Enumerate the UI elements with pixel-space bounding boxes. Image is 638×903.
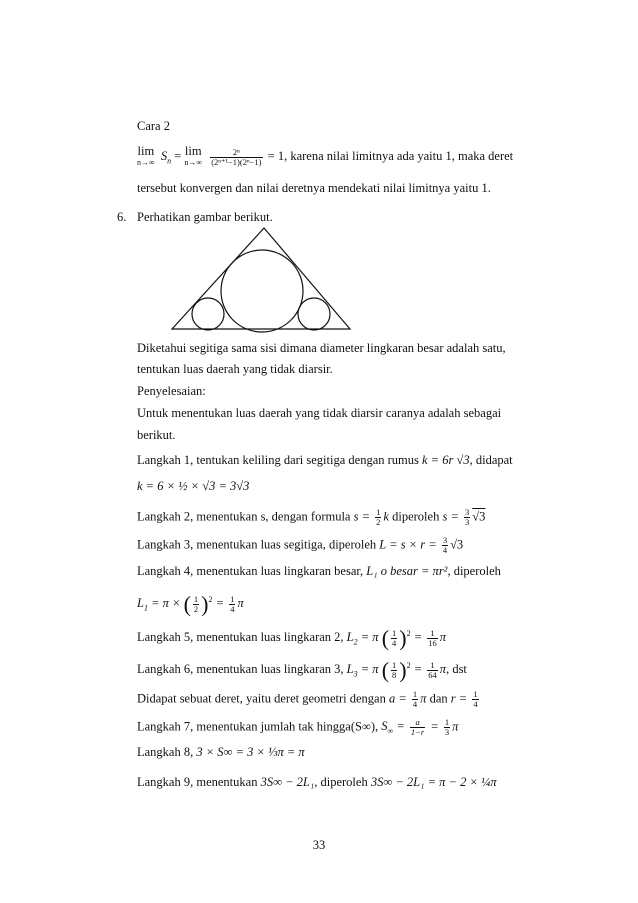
cara-label: Cara 2 [137,119,170,133]
right-small-circle-icon [298,298,330,330]
solution-intro-1: Untuk menentukan luas daerah yang tidak diarsir caranya adalah sebagai [137,406,502,420]
description-line-2: tentukan luas daerah yang tidak diarsir. [137,362,333,376]
series-statement: Didapat sebuat deret, yaitu deret geometri dengan a = $\frac{1}{4}$ π dan r = $\frac{1}{4}$ [137,689,478,709]
step-7: Langkah 7, menentukan jumlah tak hingga(S∞), $S_\infty$ = $\frac{a}{1-r}$ = $\frac{1}{3}$ π [137,717,459,737]
left-small-circle-icon [192,298,224,330]
step-2: Langkah 2, menentukan s, dengan formula s = $\frac{1}{2}$ k diperoleh s = $\frac{3}{3}$ √3 [137,507,486,527]
step-1-result: k = 6 × ½ × √3 = 3√3 [137,479,250,493]
limit-conclusion: = 1, karena nilai limitnya ada yaitu 1, maka deret [267,148,514,163]
limit-equation: lim n→∞ $S_n$ = lim n→∞ $\frac{\text{2ⁿ}}{\text{(2ⁿ⁺¹−1)(2ⁿ−1)}}$ = 1, karena nilai limitnya ada yaitu 1, maka deret [137,144,514,167]
step-1: Langkah 1, tentukan keliling dari segitiga dengan rumus k = 6r √3, didapat [137,453,513,467]
large-circle-icon [221,250,303,332]
step-4: Langkah 4, menentukan luas lingkaran besar, L₁ o besar = πr², diperoleh [137,564,501,578]
question-prompt: Perhatikan gambar berikut. [137,210,273,224]
step-3: Langkah 3, menentukan luas segitiga, diperoleh L = s × r = $\frac{3}{4}$ √3 [137,535,464,555]
solution-intro-2: berikut. [137,428,176,442]
question-number: 6. [117,210,127,224]
step-4-result: $L_1 = \pi$ × ( $\frac{1}{2}$ )$^2$ = $\frac{1}{4}$ π [137,591,244,617]
step-9: Langkah 9, menentukan 3S∞ − 2L₁, diperoleh 3S∞ − 2L₁ = π − 2 × ¼π [137,775,497,789]
step-6: Langkah 6, menentukan luas lingkaran 3, $L_3 = \pi$ ( $\frac{1}{8}$ )$^2$ = $\frac{1}{64}$ π, dst [137,657,467,683]
triangle-figure [168,225,354,333]
step-5: Langkah 5, menentukan luas lingkaran 2, $L_2 = \pi$ ( $\frac{1}{4}$ )$^2$ = $\frac{1}{16}$ π [137,625,447,651]
triangle-icon [172,228,350,329]
step-8: Langkah 8, 3 × S∞ = 3 × ⅓π = π [137,745,305,759]
conclusion-text: tersebut konvergen dan nilai deretnya mendekati nilai limitnya yaitu 1. [137,181,491,195]
page-number: 33 [312,838,326,852]
solution-heading: Penyelesaian: [137,384,206,398]
description-line-1: Diketahui segitiga sama sisi dimana diameter lingkaran besar adalah satu, [137,341,506,355]
